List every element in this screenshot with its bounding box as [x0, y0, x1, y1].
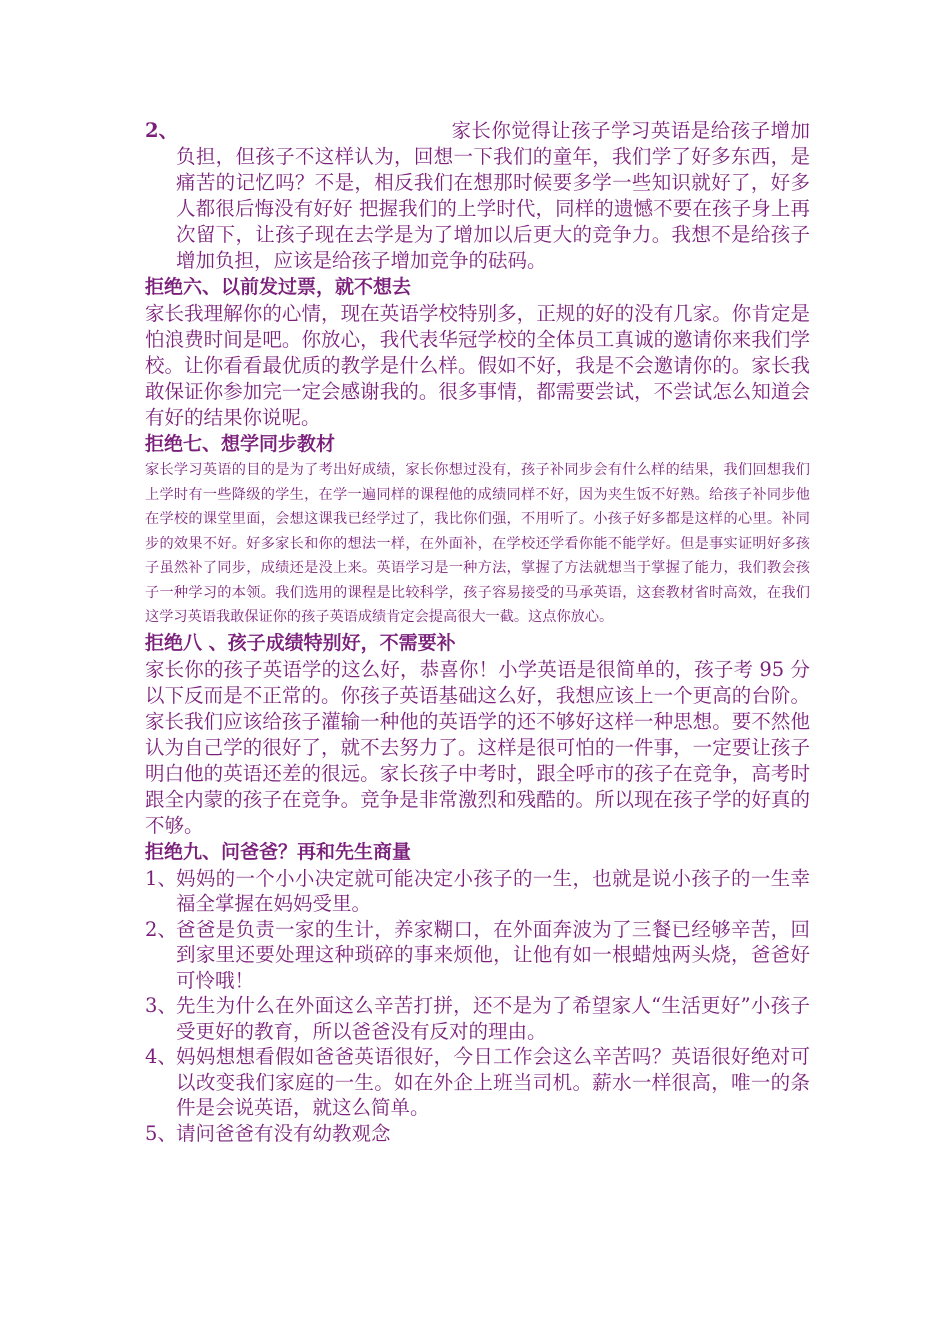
heading-rejection-8: 拒绝八 、孩子成绩特别好，不需要补 — [145, 631, 456, 654]
item-2-text — [176, 118, 810, 274]
list-item-text: 妈妈的一个小小决定就可能决定小孩子的一生，也就是说小孩子的一生幸福全掌握在妈妈受里。 — [176, 866, 810, 915]
document-page — [145, 118, 810, 1146]
list-item — [145, 993, 810, 1044]
item-2-number: 2、 — [145, 119, 179, 142]
body-rejection-7: 家长学习英语的目的是为了考出好成绩，家长你想过没有，孩子补同步会有什么样的结果，我们回想我们上学时有一些降级的学生，在学一遍同样的课程他的成绩同样不好，因为夹生饭不好熟。给孩子补同步他在学校的课堂里面，会想这课我已经学过了，我比你们强，不用听了。小孩子好多都是这样的心里。补同步的效果不好。好多家长和你的想法一样，在外面补，在学校还学看你能不能学好。但是事实证明好多孩子虽然补了同步，成绩还是没上来。英语学习是一种方法，掌握了方法就想当于掌握了能力，我们教会孩子一种学习的本领。我们选用的课程是比较科学，孩子容易接受的马承英语，这套教材省时高效，在我们这学习英语我敢保证你的孩子英语成绩肯定会提高很大一截。这点你放心。 — [145, 462, 810, 625]
list-item-text: 请问爸爸有没有幼教观念 — [176, 1121, 391, 1145]
heading-rejection-6: 拒绝六、以前发过票，就不想去 — [145, 276, 412, 298]
body-rejection-6: 家长我理解你的心情，现在英语学校特别多，正规的好的没有几家。你肯定是怕浪费时间是吧。你放心，我代表华冠学校的全体员工真诚的邀请你来我们学校。让你看看最优质的教学是什么样。假如不好，我是不会邀请你的。家长我敢保证你参加完一定会感谢我的。很多事情，都需要尝试，不尝试怎么知道会有好的结果你说呢。 — [145, 302, 810, 429]
list-item — [145, 866, 810, 917]
list-item-number: 2、 — [145, 917, 177, 941]
heading-rejection-9: 拒绝九、问爸爸？再和先生商量 — [145, 840, 412, 863]
item-2-body: 家长你觉得让孩子学习英语是给孩子增加负担，但孩子不这样认为，回想一下我们的童年，我们学了好多东西，是痛苦的记忆吗？不是，相反我们在想那时候要多学一些知识就好了，好多人都很后悔没有好好 把握我们的上学时代，同样的遗憾不要在孩子身上再次留下，让孩子现在去学是为了增加以后更大的竞争力。我想不是给孩子增加负担，应该是给孩子增加竞争的砝码。 — [176, 119, 810, 272]
list-item-number: 4、 — [145, 1045, 177, 1068]
list-item-number: 5、 — [145, 1121, 177, 1145]
list-item — [145, 1121, 810, 1147]
list-item-text: 爸爸是负责一家的生计，养家糊口，在外面奔波为了三餐已经够辛苦，回到家里还要处理这种琐碎的事来烦他，让他有如一根蜡烛两头烧，爸爸好可怜哦！ — [176, 917, 810, 992]
list-item-number: 3、 — [145, 994, 177, 1017]
body-rejection-8: 家长你的孩子英语学的这么好，恭喜你！小学英语是很简单的，孩子考 95 分以下反而是不正常的。你孩子英语基础这么好，我想应该上一个更高的台阶。家长我们应该给孩子灌输一种他的英语学的还不够好这样一种思想。要不然他认为自己学的很好了，就不去努力了。这样是很可怕的一件事，一定要让孩子明白他的英语还差的很远。家长孩子中考时，跟全呼市的孩子在竞争，高考时跟全内蒙的孩子在竞争。竞争是非常激烈和残酷的。所以现在孩子学的好真的不够。 — [145, 657, 810, 837]
list-item-text: 妈妈想想看假如爸爸英语很好，今日工作会这么辛苦吗？英语很好绝对可以改变我们家庭的一生。如在外企上班当司机。薪水一样很高，唯一的条件是会说英语，就这么简单。 — [176, 1045, 810, 1119]
list-item-text: 先生为什么在外面这么辛苦打拼，还不是为了希望家人“生活更好”小孩子受更好的教育，所以爸爸没有反对的理由。 — [176, 994, 810, 1043]
item-2 — [145, 118, 810, 274]
list-item — [145, 917, 810, 994]
list-item-number: 1、 — [145, 866, 177, 890]
heading-rejection-7: 拒绝七、想学同步教材 — [145, 433, 336, 455]
list-item — [145, 1044, 810, 1121]
